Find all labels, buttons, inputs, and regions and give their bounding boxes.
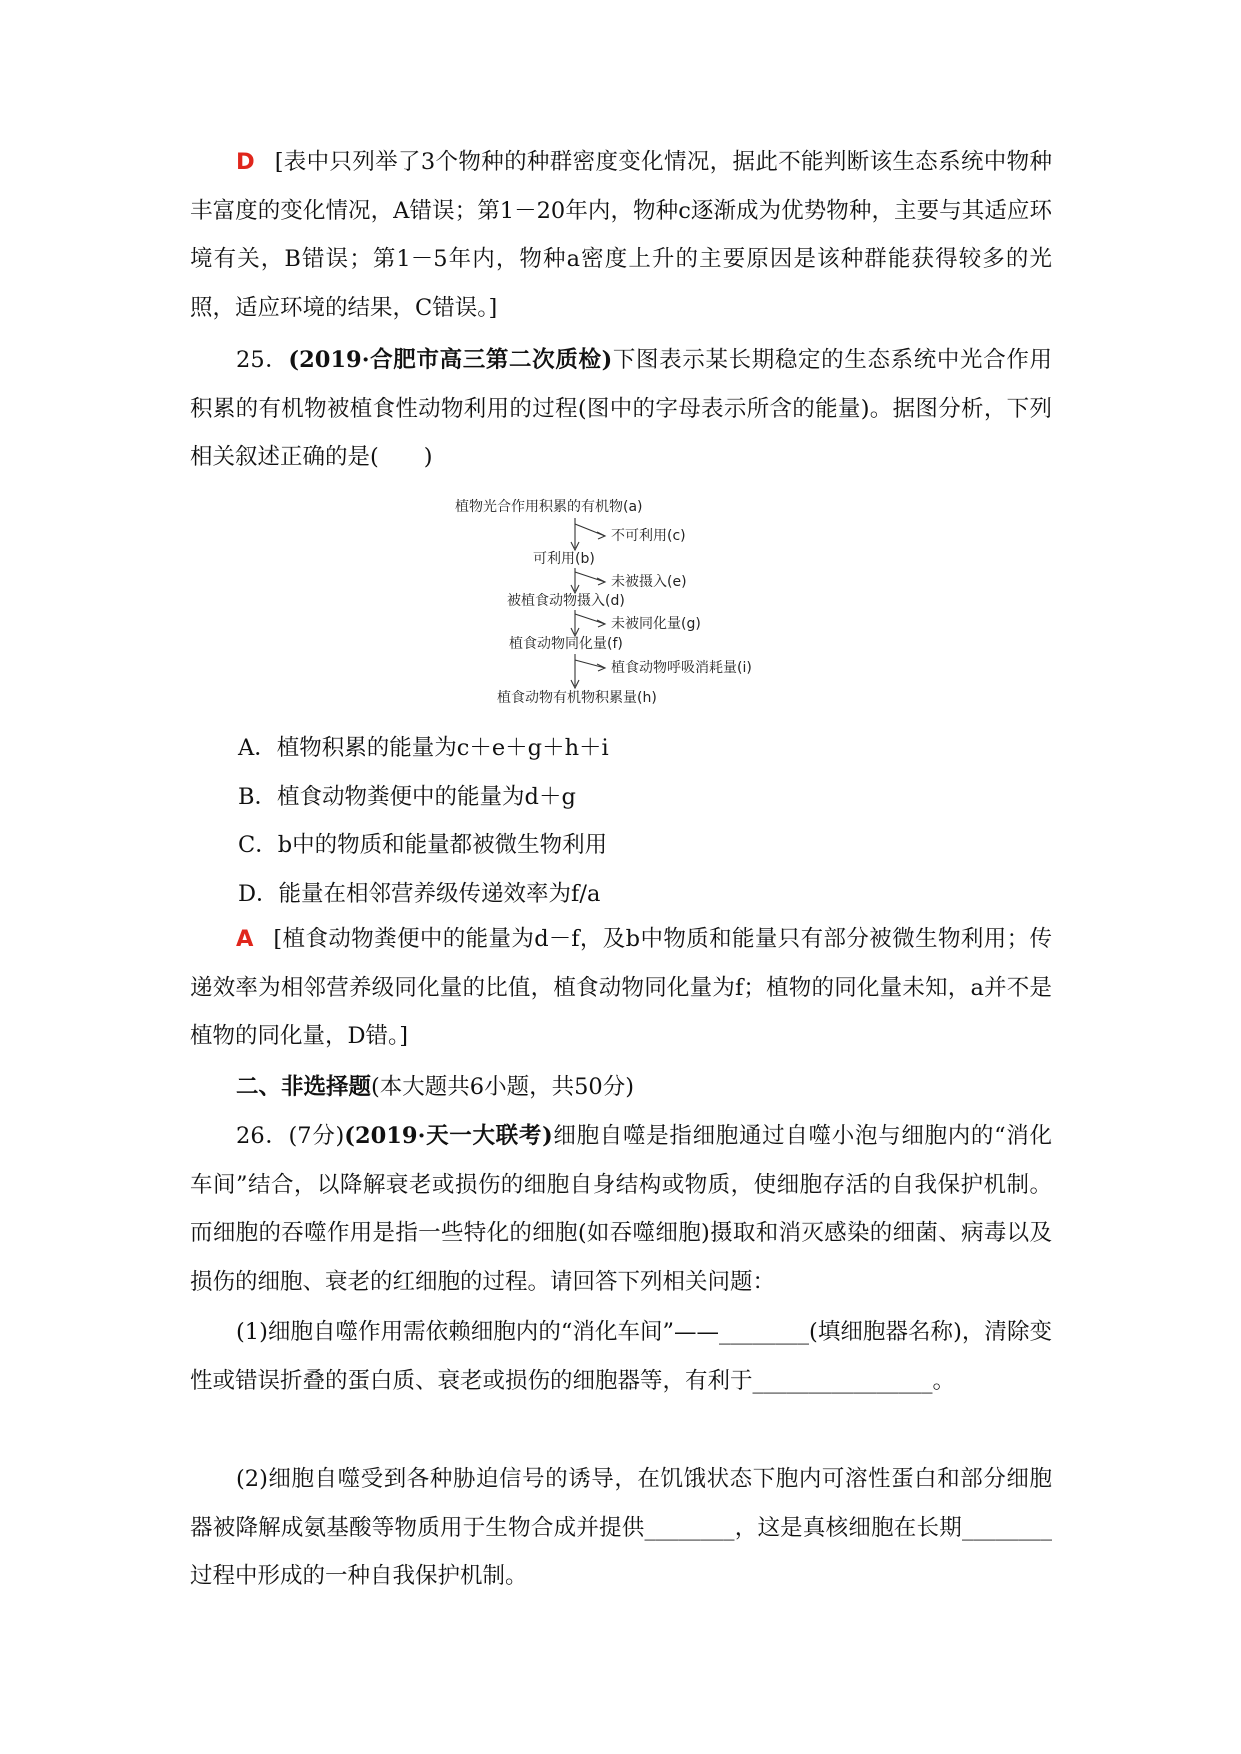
node-i: 植食动物呼吸消耗量(i) bbox=[611, 660, 752, 676]
node-e: 未被摄入(e) bbox=[611, 574, 687, 590]
node-f: 植食动物同化量(f) bbox=[509, 636, 623, 652]
option-b: B．植食动物粪便中的能量为d＋g bbox=[238, 784, 576, 810]
question-stem: 下图表示某长期稳定的生态系统中光合作用积累的有机物被植食性动物利用的过程(图中的字母表示所含的能量)。据图分析，下列相关叙述正确的是( ) bbox=[190, 347, 1052, 470]
option-a: A．植物积累的能量为c＋e＋g＋h＋i bbox=[238, 735, 609, 761]
question-source: (2019·合肥市高三第二次质检) bbox=[288, 347, 613, 373]
arrow-g bbox=[575, 614, 605, 624]
arrow-i bbox=[575, 660, 605, 668]
answer-text: [表中只列举了3个物种的种群密度变化情况，据此不能判断该生态系统中物种丰富度的变化情况，A错误；第1－20年内，物种c逐渐成为优势物种，主要与其适应环境有关，B错误；第1－5年内，物种a密度上升的主要原因是该种群能获得较多的光照，适应环境的结果，C错误。] bbox=[190, 149, 1052, 321]
question-number: 26． bbox=[236, 1123, 289, 1149]
question-score: (7分) bbox=[288, 1123, 345, 1149]
section-heading bbox=[190, 1063, 1052, 1112]
option-c: C．b中的物质和能量都被微生物利用 bbox=[238, 832, 608, 858]
question-stem: 细胞自噬是指细胞通过自噬小泡与细胞内的“消化车间”结合，以降解衰老或损伤的细胞自身结构或物质，使细胞存活的自我保护机制。而细胞的吞噬作用是指一些特化的细胞(如吞噬细胞)摄取和消灭感染的细菌、病毒以及损伤的细胞、衰老的红细胞的过程。请回答下列相关问题： bbox=[190, 1123, 1052, 1295]
option-d: D．能量在相邻营养级传递效率为f/a bbox=[238, 881, 601, 907]
node-b: 可利用(b) bbox=[533, 551, 595, 567]
energy-flow-diagram bbox=[455, 496, 775, 718]
arrow-e bbox=[575, 572, 605, 582]
node-h: 植食动物有机物积累量(h) bbox=[497, 690, 657, 706]
node-c: 不可利用(c) bbox=[611, 528, 686, 544]
question-26-part-1: (1)细胞自噬作用需依赖细胞内的“消化车间”——________(填细胞器名称)，清除变性或错误折叠的蛋白质、衰老或损伤的细胞器等，有利于________________。 bbox=[190, 1319, 1052, 1394]
answer-explanation-2 bbox=[190, 915, 1052, 1061]
question-number: 25． bbox=[236, 347, 289, 373]
question-26-part-2: (2)细胞自噬受到各种胁迫信号的诱导，在饥饿状态下胞内可溶性蛋白和部分细胞器被降解成氨基酸等物质用于生物合成并提供________，这是真核细胞在长期________过程中形成的一种自我保护机制。 bbox=[190, 1466, 1052, 1589]
answer-text: [植食动物粪便中的能量为d－f，及b中物质和能量只有部分被微生物利用；传递效率为相邻营养级同化量的比值，植食动物同化量为f；植物的同化量未知，a并不是植物的同化量，D错。] bbox=[190, 926, 1052, 1049]
answer-explanation-1 bbox=[190, 138, 1052, 332]
answer-letter: A bbox=[236, 926, 254, 952]
question-source: (2019·天一大联考) bbox=[344, 1123, 553, 1149]
node-a: 植物光合作用积累的有机物(a) bbox=[455, 499, 643, 515]
answer-letter: D bbox=[236, 149, 255, 175]
section-title: 二、非选择题 bbox=[236, 1074, 372, 1100]
node-g: 未被同化量(g) bbox=[611, 616, 701, 632]
section-note: (本大题共6小题，共50分) bbox=[371, 1074, 635, 1100]
node-d: 被植食动物摄入(d) bbox=[507, 593, 625, 609]
question-26 bbox=[190, 1112, 1052, 1306]
question-25 bbox=[190, 336, 1052, 482]
